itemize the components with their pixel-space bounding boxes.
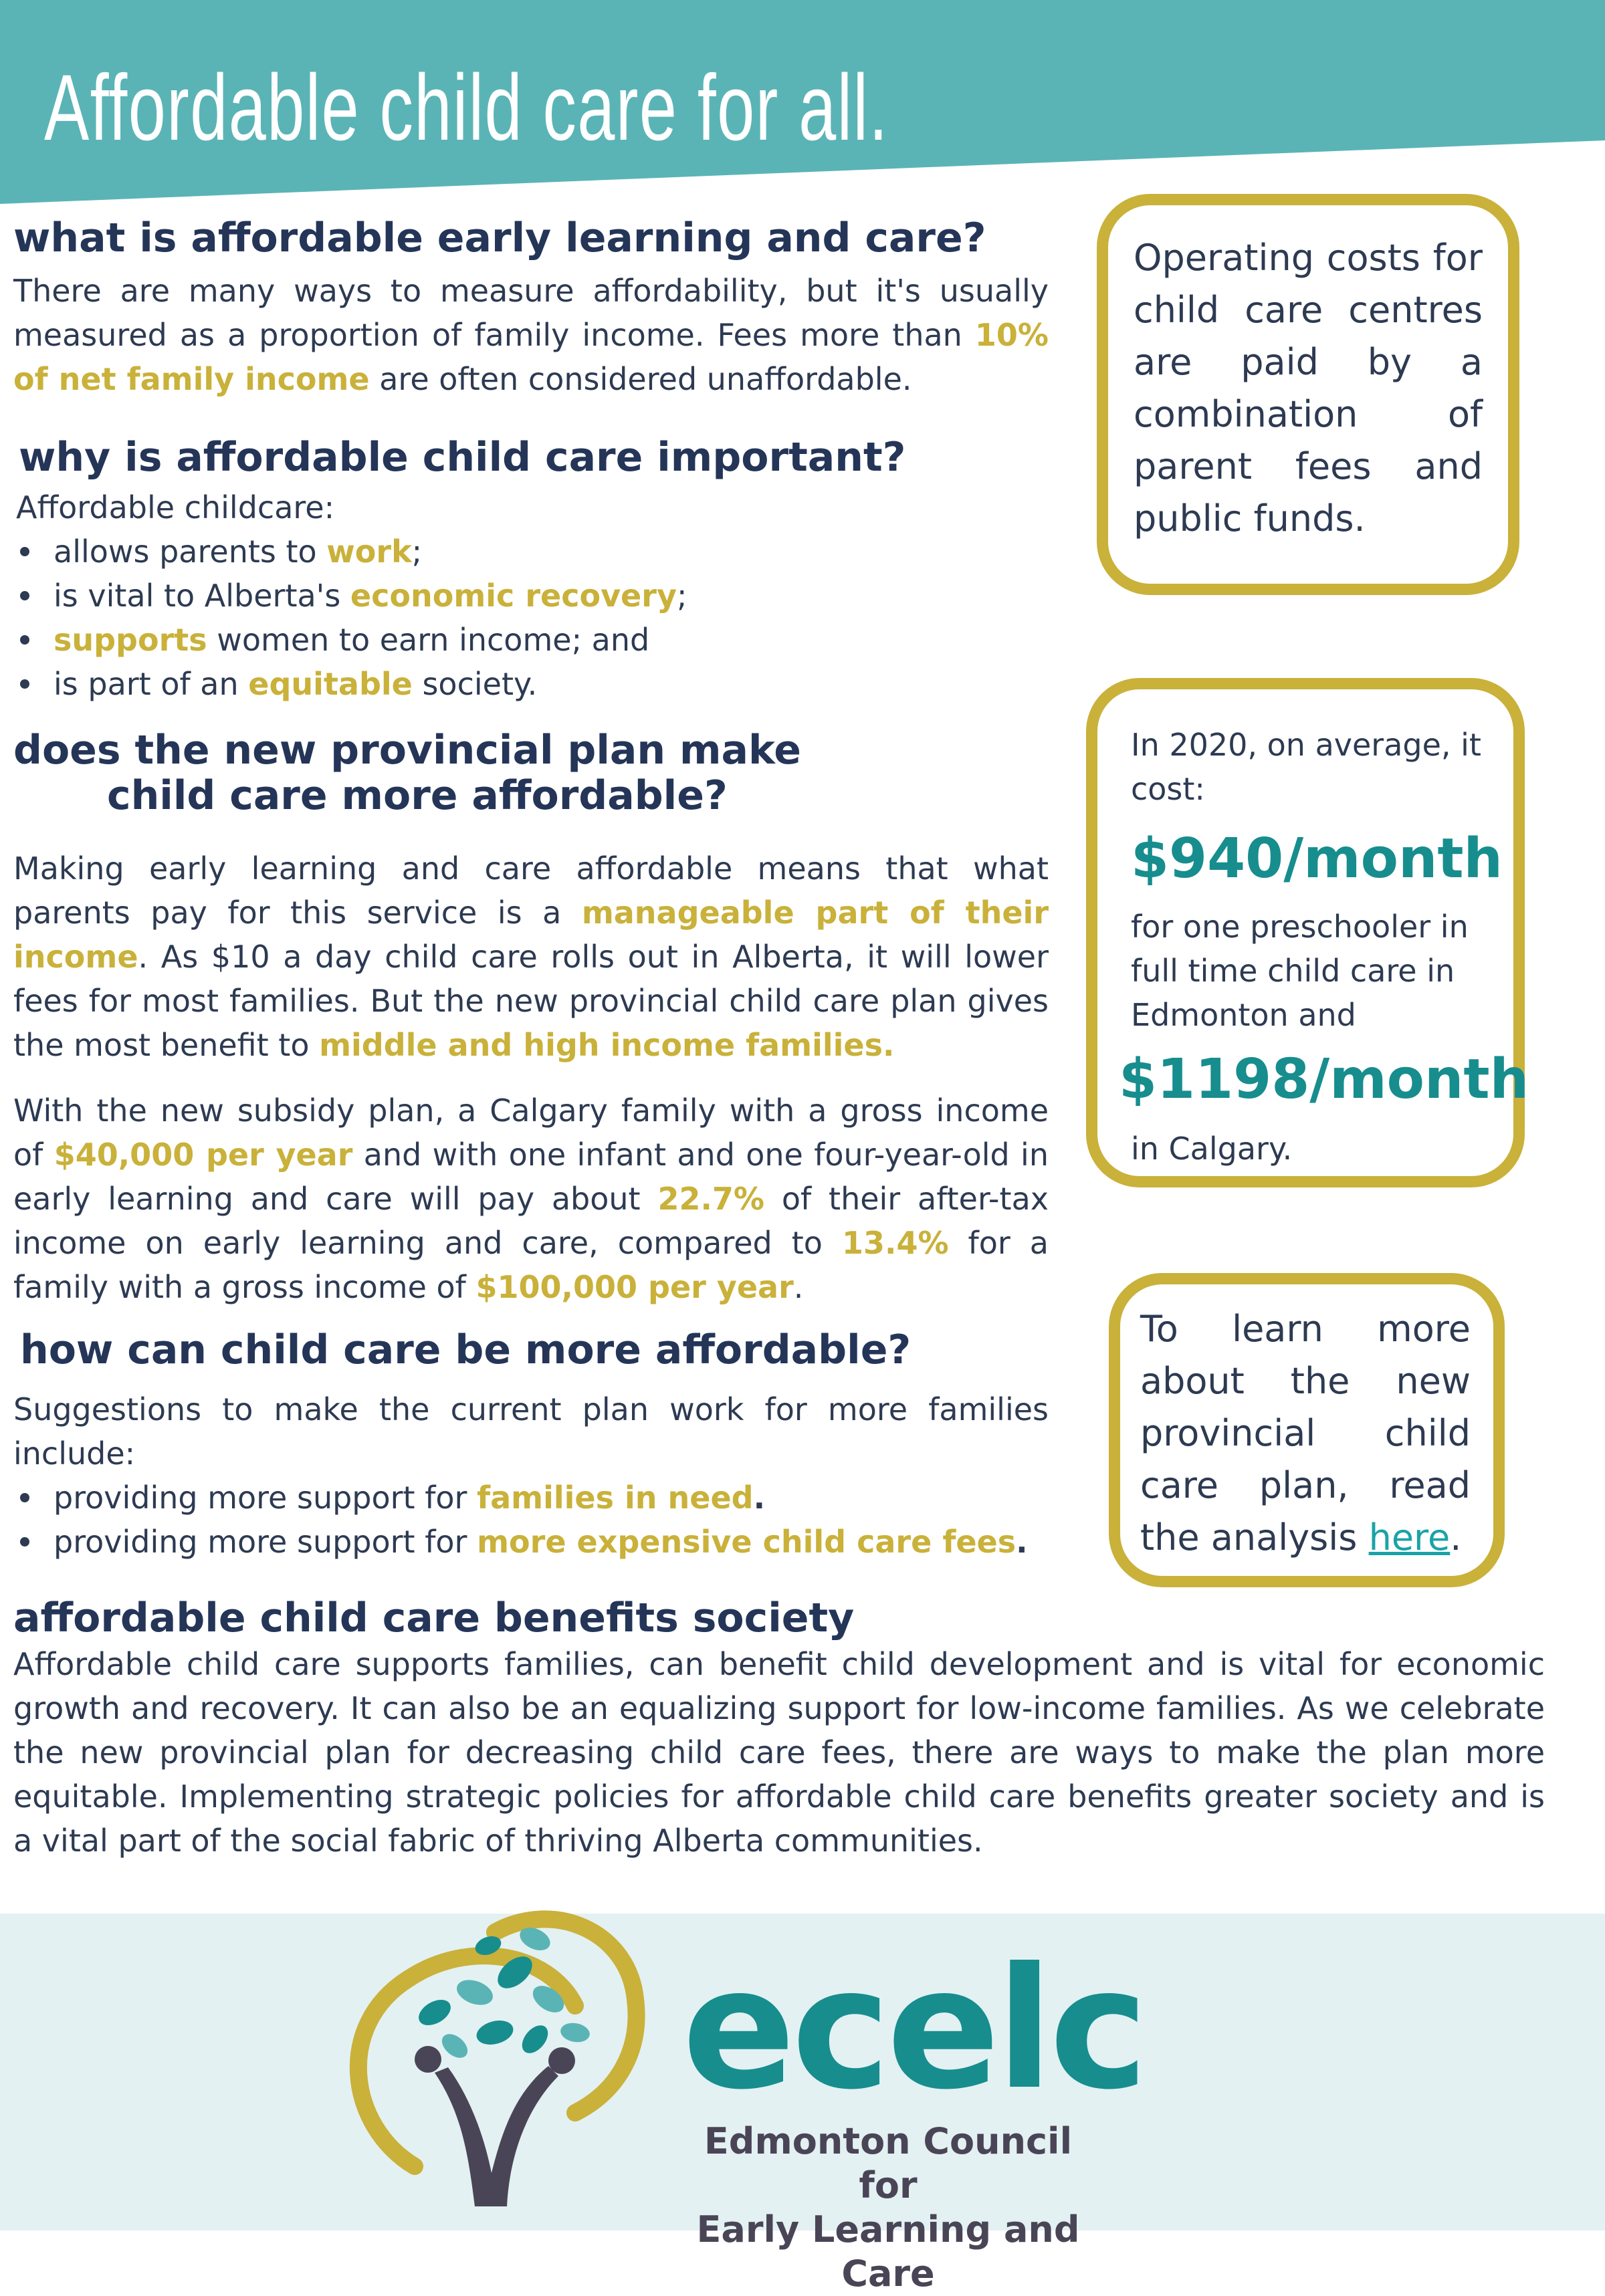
average-cost-callout: [1086, 678, 1529, 1187]
text-run: ;: [676, 578, 687, 614]
text-run: . As $10 a day child care rolls out in Alberta, it will lower fees for most families. But the new provincial child care plan gives the most benefit to: [13, 939, 1049, 1063]
section-how-more-affordable: [13, 1327, 1049, 1564]
highlight-text: families in need: [477, 1480, 754, 1516]
highlight-text: 13.4%: [841, 1225, 949, 1261]
highlight-text: supports: [54, 622, 207, 658]
section-heading: why is affordable child care important?: [19, 434, 906, 481]
text-run: .: [753, 1480, 766, 1516]
list-item: [54, 618, 1049, 662]
text-run: Making early learning and care affordable means that what parents pay for this service is a: [13, 850, 1049, 931]
highlight-text: work: [326, 534, 412, 570]
text-run: allows parents to: [54, 534, 327, 570]
text-run: ;: [411, 534, 423, 570]
analysis-link[interactable]: here: [1368, 1516, 1451, 1559]
callout-middle-text: for one preschooler in full time child care in Edmonton and: [1131, 909, 1469, 1033]
highlight-text: middle and high income families.: [319, 1027, 895, 1063]
text-run: society.: [412, 666, 538, 702]
text-run: .: [1016, 1524, 1028, 1560]
text-run: for a family with a gross income of: [13, 1225, 1049, 1305]
highlight-text: 22.7%: [657, 1181, 765, 1217]
section-paragraph: [13, 269, 1049, 401]
callout-intro: In 2020, on average, it cost:: [1131, 727, 1481, 807]
list-intro: Suggestions to make the current plan work for more families include:: [13, 1391, 1049, 1472]
highlight-text: $100,000 per year: [475, 1269, 794, 1305]
list-item: [54, 1476, 1049, 1520]
text-run: and with one infant and one four-year-old in early learning and care will pay about: [13, 1137, 1049, 1217]
list-item: [54, 530, 1049, 574]
calgary-cost-amount: $1198/month: [1119, 1048, 1529, 1111]
list-item: [54, 1520, 1049, 1564]
list-item: [54, 662, 1049, 706]
section-paragraph: [13, 1088, 1049, 1309]
highlight-text: more expensive child care fees: [477, 1524, 1016, 1560]
section-what-is-affordable: [13, 215, 1049, 401]
tree-logo-icon: [334, 1872, 649, 2213]
text-run: providing more support for: [54, 1480, 477, 1516]
suggestions-list: [13, 1476, 1049, 1564]
highlight-text: equitable: [248, 666, 413, 702]
highlight-text: 10% of net family income: [13, 317, 1049, 397]
list-intro: Affordable childcare:: [16, 489, 335, 526]
section-paragraph: [13, 846, 1049, 1067]
highlight-text: $40,000 per year: [54, 1137, 353, 1173]
highlight-text: manageable part of their income: [13, 895, 1049, 975]
heading-line: child care more affordable?: [107, 772, 728, 819]
page-title: Affordable child care for all.: [44, 55, 889, 160]
text-run: With the new subsidy plan, a Calgary family with a gross income of: [13, 1093, 1049, 1173]
section-heading: what is affordable early learning and care?: [13, 215, 986, 261]
section-provincial-plan: [13, 727, 1049, 1309]
text-run: is part of an: [54, 666, 249, 702]
section-benefits-society: [13, 1595, 1545, 1863]
edmonton-cost-amount: $940/month: [1131, 827, 1503, 891]
text-run: .: [793, 1269, 804, 1305]
callout-text: [1140, 1303, 1471, 1564]
org-line: Edmonton Council for: [704, 2120, 1073, 2206]
text-run: There are many ways to measure affordability, but it's usually measured as a proportion of family income. Fees more than: [13, 273, 1049, 353]
org-line: Early Learning and Care: [696, 2208, 1080, 2295]
learn-more-callout: [1109, 1273, 1505, 1587]
text-run: is vital to Alberta's: [54, 578, 350, 614]
section-why-important: [13, 435, 1049, 706]
callout-outro: in Calgary.: [1131, 1131, 1293, 1167]
text-run: providing more support for: [54, 1524, 477, 1560]
text-run: of their after-tax income on early learning and care, compared to: [13, 1181, 1049, 1261]
heading-line: does the new provincial plan make: [13, 727, 801, 774]
callout-text: Operating costs for child care centres are paid by a combination of parent fees and public funds.: [1134, 237, 1483, 540]
section-heading: [13, 727, 1049, 818]
text-run: .: [1450, 1516, 1462, 1559]
logo-wordmark: ecelc: [682, 1932, 1145, 2126]
section-paragraph: Affordable child care supports families, can benefit child development and is vital for economic growth and recovery. It can also be an equalizing support for low-income families. As we celebrate the new provincial plan for decreasing child care fees, there are ways to make the plan more equitable. Implementing strategic policies for affordable child care benefits greater society and is a vital part of the social fabric of thriving Alberta communities.: [13, 1646, 1545, 1859]
text-run: are often considered unaffordable.: [369, 361, 912, 397]
operating-costs-callout: [1097, 194, 1519, 595]
text-run: To learn more about the new provincial child care plan, read the analysis: [1140, 1308, 1471, 1559]
text-run: women to earn income; and: [207, 622, 650, 658]
section-heading: how can child care be more affordable?: [20, 1327, 912, 1373]
list-item: [54, 574, 1049, 618]
highlight-text: economic recovery: [350, 578, 677, 614]
organization-name: [681, 2119, 1095, 2296]
benefits-list: [13, 530, 1049, 706]
section-heading: affordable child care benefits society: [13, 1595, 855, 1641]
